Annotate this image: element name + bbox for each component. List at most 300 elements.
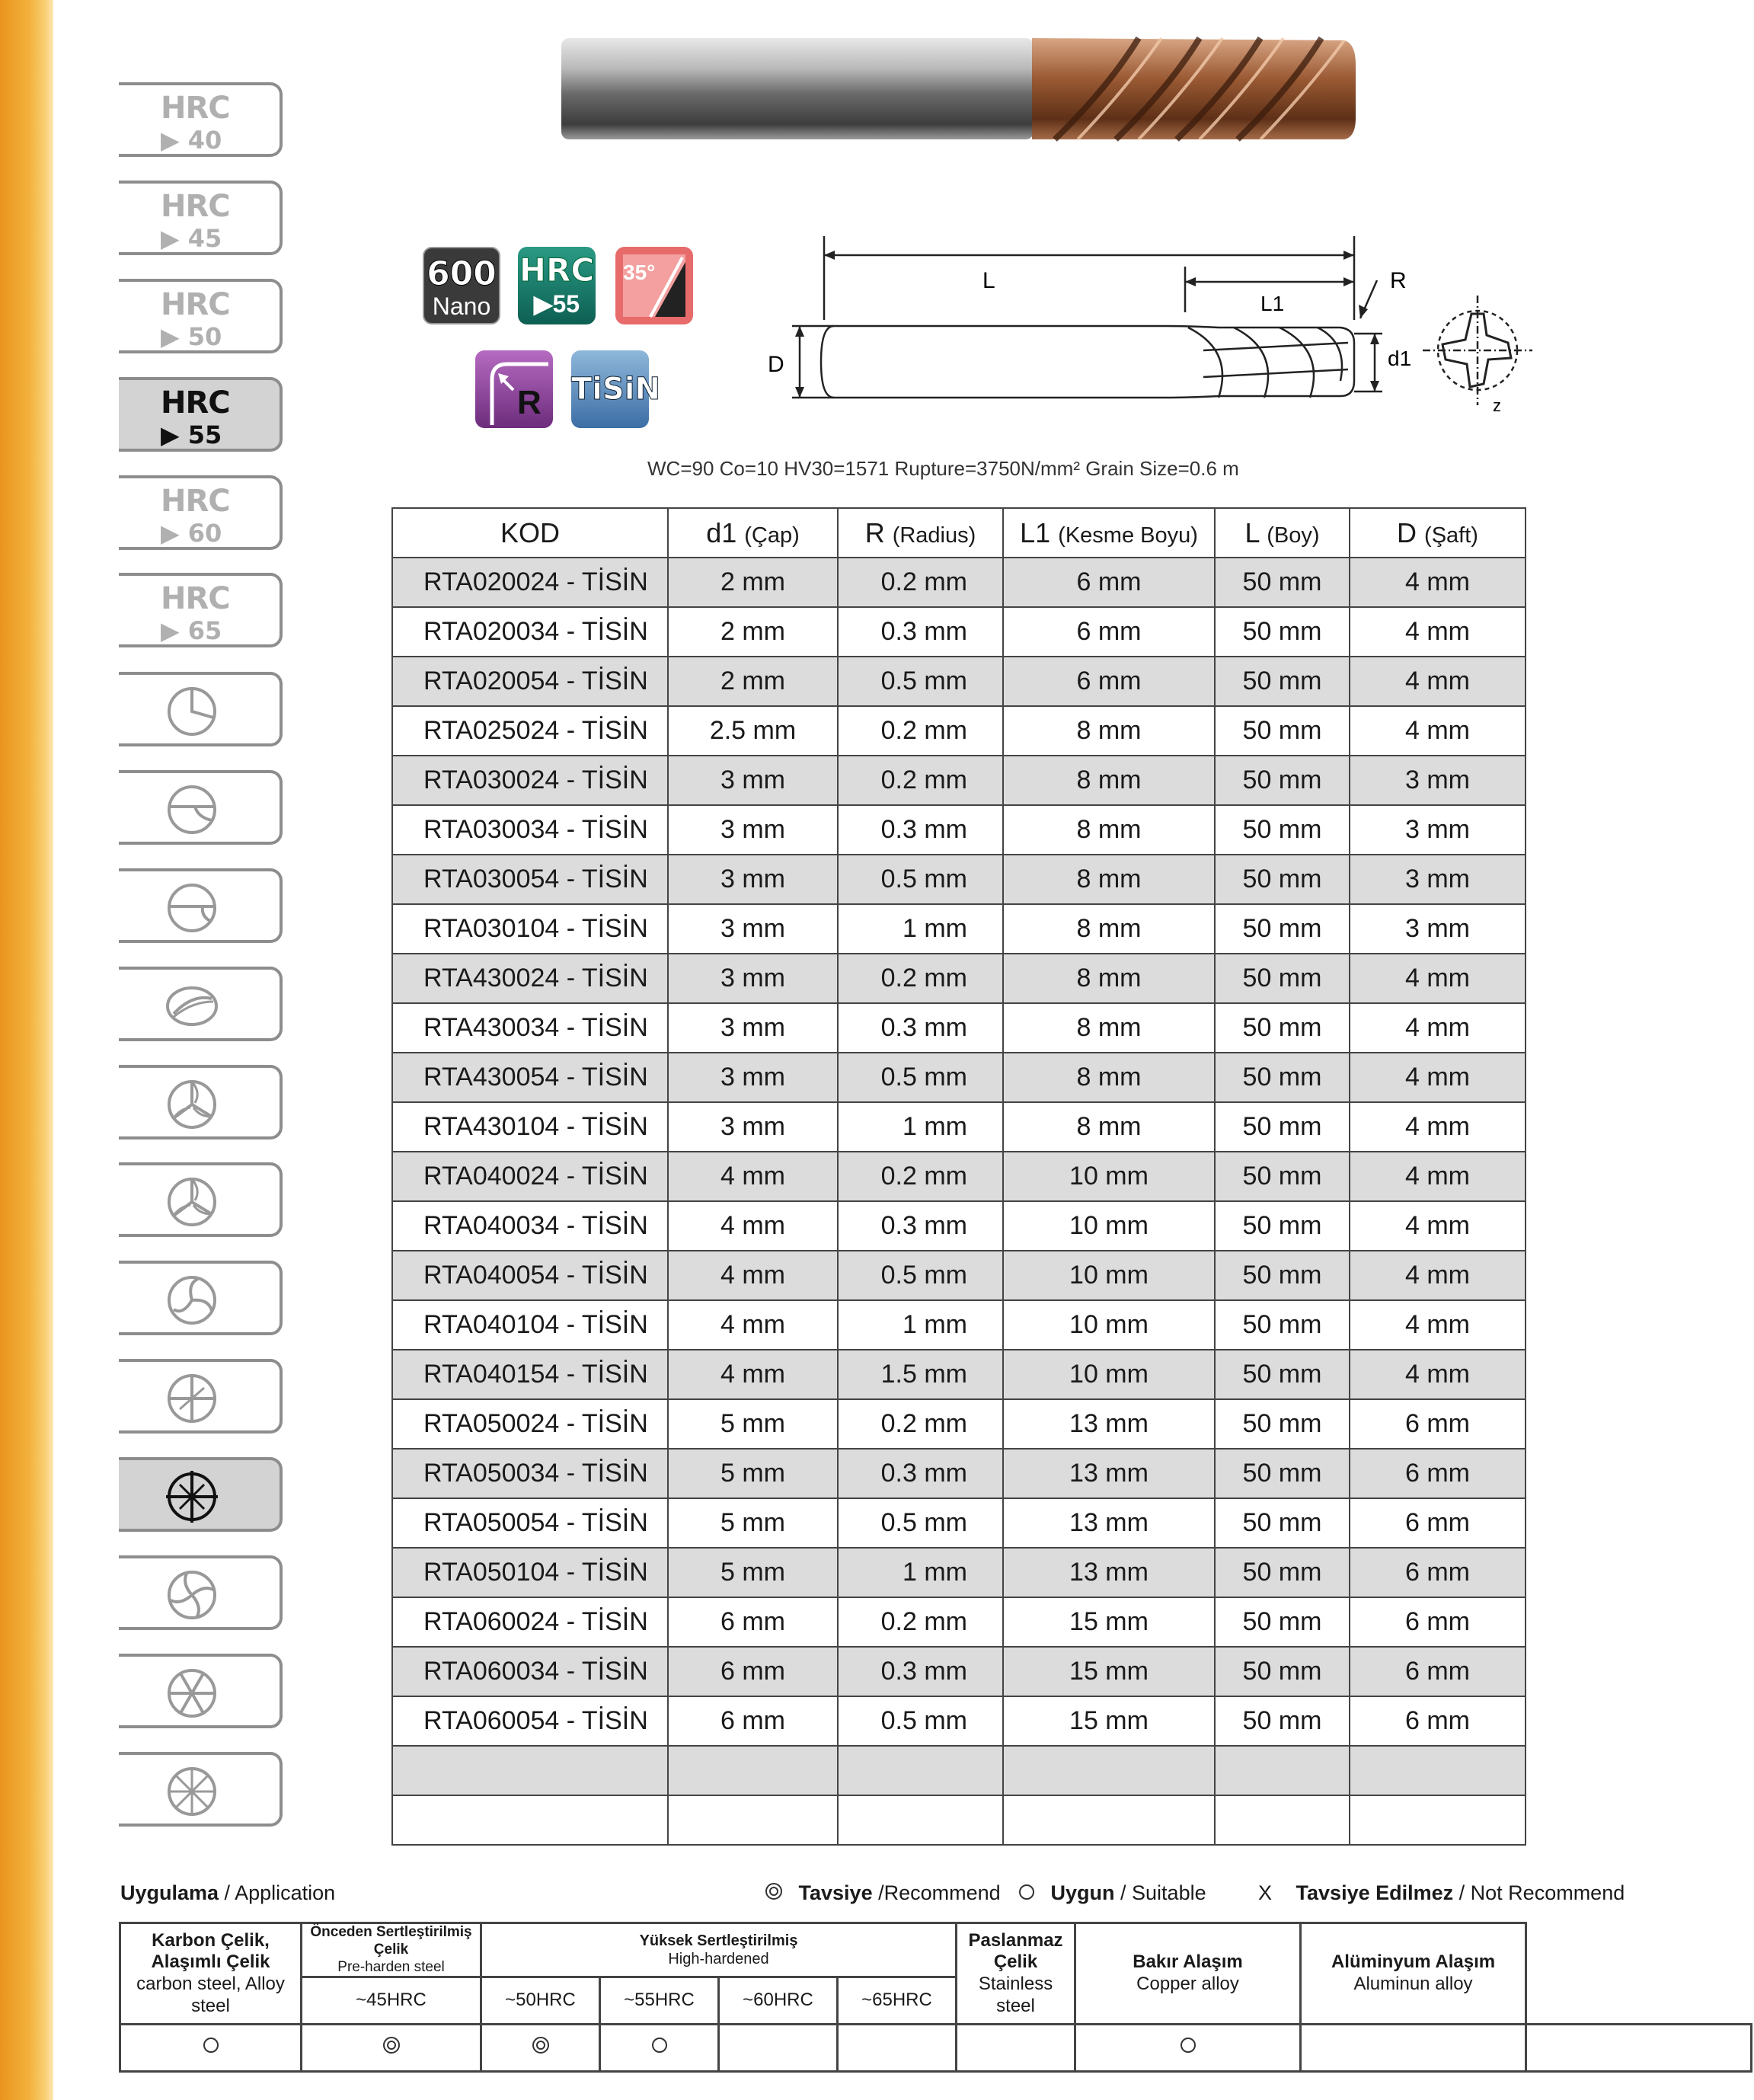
- hrc-badge-label: HRC: [519, 251, 595, 289]
- hrc-badge-value: ▶55: [533, 290, 580, 318]
- copper-en: Copper alloy: [1136, 1974, 1239, 1995]
- table-cell: 3 mm: [668, 756, 838, 805]
- table-cell: 0.5 mm: [838, 1251, 1003, 1300]
- table-row: [392, 607, 1526, 657]
- legend-suitable-tr: Uygun: [1050, 1881, 1115, 1904]
- table-cell: 50 mm: [1215, 1548, 1350, 1597]
- table-cell: 4 mm: [1350, 1152, 1526, 1201]
- table-row: [392, 1201, 1526, 1251]
- hrc-55-badge: [518, 247, 596, 324]
- app-rating-cell: [120, 2025, 302, 2072]
- hrc-tab-value: ▶ 50: [161, 322, 222, 351]
- app-preharden-header: [302, 1923, 481, 1977]
- column-header-sub: (Boy): [1267, 523, 1320, 548]
- table-cell: 3 mm: [1350, 805, 1526, 855]
- hrc-filter-tab-65[interactable]: [119, 573, 283, 647]
- table-cell: 6 mm: [1350, 1399, 1526, 1449]
- table-cell: 4 mm: [668, 1251, 838, 1300]
- flute-filter-tab[interactable]: [119, 1065, 283, 1139]
- table-cell: 10 mm: [1003, 1251, 1215, 1300]
- table-cell: RTA060054 - TİSİN: [392, 1696, 668, 1746]
- legend-suitable-en: Suitable: [1132, 1881, 1206, 1904]
- table-cell: [668, 1795, 838, 1845]
- table-row: [392, 1548, 1526, 1597]
- hrc-filter-tab-40[interactable]: [119, 82, 283, 157]
- table-cell: 8 mm: [1003, 756, 1215, 805]
- application-title: Uygulama / Application: [120, 1881, 336, 1904]
- table-cell: 50 mm: [1215, 558, 1350, 607]
- orange-side-stripe: [0, 0, 53, 2100]
- table-cell: 5 mm: [668, 1498, 838, 1548]
- table-cell: RTA040104 - TİSİN: [392, 1300, 668, 1350]
- table-cell: 50 mm: [1215, 1053, 1350, 1102]
- table-row: [392, 1746, 1526, 1795]
- column-header-sub: (Şaft): [1424, 523, 1478, 548]
- table-cell: 13 mm: [1003, 1548, 1215, 1597]
- table-cell: 10 mm: [1003, 1350, 1215, 1399]
- table-cell: RTA030054 - TİSİN: [392, 855, 668, 904]
- table-cell: 0.5 mm: [838, 1696, 1003, 1746]
- table-cell: 6 mm: [1003, 558, 1215, 607]
- table-row: [392, 1152, 1526, 1201]
- flute-filter-tab[interactable]: [119, 1261, 283, 1335]
- table-cell: 5 mm: [668, 1548, 838, 1597]
- app-sub-65hrc: ~65HRC: [838, 1977, 957, 2025]
- preharden-en: Pre-harden steel: [337, 1958, 445, 1975]
- table-cell: 0.5 mm: [838, 657, 1003, 706]
- table-cell: 4 mm: [1350, 558, 1526, 607]
- table-row: [392, 1350, 1526, 1399]
- table-cell: 0.2 mm: [838, 706, 1003, 756]
- table-cell: 50 mm: [1215, 1399, 1350, 1449]
- table-cell: 3 mm: [668, 805, 838, 855]
- table-row: [392, 1003, 1526, 1053]
- table-cell: RTA430024 - TİSİN: [392, 954, 668, 1003]
- app-sub-45hrc: ~45HRC: [302, 1977, 481, 2025]
- table-row: [392, 1449, 1526, 1498]
- table-cell: 4 mm: [668, 1201, 838, 1251]
- table-cell: 0.2 mm: [838, 1597, 1003, 1647]
- table-cell: 50 mm: [1215, 1449, 1350, 1498]
- table-cell: 50 mm: [1215, 1152, 1350, 1201]
- table-cell: 0.5 mm: [838, 1053, 1003, 1102]
- hrc-tab-label: HRC: [161, 91, 230, 126]
- table-row: [392, 855, 1526, 904]
- hrc-filter-tab-50[interactable]: [119, 279, 283, 353]
- legend-recommend-tr: Tavsiye: [798, 1881, 873, 1904]
- table-cell: 13 mm: [1003, 1399, 1215, 1449]
- drawing-label-d1: d1: [1388, 347, 1412, 370]
- hrc-filter-tab-55[interactable]: [119, 377, 283, 452]
- table-row: [392, 1399, 1526, 1449]
- table-cell: 6 mm: [1350, 1597, 1526, 1647]
- table-cell: RTA060024 - TİSİN: [392, 1597, 668, 1647]
- table-cell: 50 mm: [1215, 1300, 1350, 1350]
- table-cell: 4 mm: [1350, 1201, 1526, 1251]
- app-rating-cell: [1301, 2025, 1526, 2072]
- table-cell: [838, 1795, 1003, 1845]
- table-cell: 50 mm: [1215, 805, 1350, 855]
- helix-angle-icon: [615, 247, 693, 324]
- table-cell: 4 mm: [668, 1300, 838, 1350]
- table-cell: 4 mm: [668, 1350, 838, 1399]
- table-cell: 50 mm: [1215, 1350, 1350, 1399]
- table-row: [392, 805, 1526, 855]
- table-cell: 15 mm: [1003, 1696, 1215, 1746]
- table-cell: 4 mm: [1350, 607, 1526, 657]
- table-cell: 50 mm: [1215, 1597, 1350, 1647]
- drawing-label-L: L: [982, 268, 995, 293]
- table-row: [392, 1498, 1526, 1548]
- table-cell: 50 mm: [1215, 1201, 1350, 1251]
- corner-radius-badge: [475, 350, 553, 428]
- table-cell: 4 mm: [1350, 1251, 1526, 1300]
- table-cell: 2 mm: [668, 558, 838, 607]
- suitable-icon: [1181, 2038, 1196, 2053]
- column-header-sub: (Radius): [892, 523, 976, 548]
- flute-filter-tab[interactable]: [119, 1555, 283, 1630]
- column-header-sub: (Kesme Boyu): [1058, 523, 1198, 548]
- table-cell: 6 mm: [668, 1696, 838, 1746]
- table-row: [392, 1053, 1526, 1102]
- table-cell: 5 mm: [668, 1449, 838, 1498]
- app-rating-cell: [302, 2025, 481, 2072]
- table-cell: [392, 1746, 668, 1795]
- table-row: [392, 1597, 1526, 1647]
- table-cell: 8 mm: [1003, 1102, 1215, 1152]
- table-cell: 1 mm: [838, 1102, 1003, 1152]
- high-en: High-hardened: [668, 1951, 769, 1968]
- table-row: [392, 657, 1526, 706]
- table-cell: 1.5 mm: [838, 1350, 1003, 1399]
- table-cell: 6 mm: [1350, 1647, 1526, 1696]
- table-cell: RTA040024 - TİSİN: [392, 1152, 668, 1201]
- column-header-sub: (Çap): [744, 523, 800, 548]
- table-cell: 0.3 mm: [838, 1647, 1003, 1696]
- app-sub-60hrc: ~60HRC: [719, 1977, 838, 2025]
- stainless-en: Stainless steel: [978, 1974, 1053, 2016]
- table-cell: 2.5 mm: [668, 706, 838, 756]
- nano-label: Nano: [432, 292, 491, 320]
- drawing-label-L1: L1: [1260, 292, 1285, 315]
- table-cell: 3 mm: [1350, 904, 1526, 954]
- drawing-label-R: R: [1390, 268, 1407, 293]
- carbon-tr: Karbon Çelik, Alaşımlı Çelik: [151, 1929, 270, 1973]
- table-cell: 4 mm: [1350, 1053, 1526, 1102]
- table-cell: 4 mm: [1350, 1003, 1526, 1053]
- flute-filter-tab[interactable]: [119, 1162, 283, 1237]
- app-stainless-header: [957, 1923, 1075, 2025]
- table-cell: 50 mm: [1215, 657, 1350, 706]
- recommend-icon: [383, 2037, 400, 2054]
- helix-angle-label: 35°: [623, 261, 656, 284]
- flute-filter-tab[interactable]: [119, 1457, 283, 1532]
- table-cell: RTA040154 - TİSİN: [392, 1350, 668, 1399]
- legend-not-en: Not Recommend: [1470, 1881, 1625, 1904]
- suitable-icon: [652, 2038, 667, 2053]
- tisin-coating-badge: [571, 350, 660, 428]
- table-cell: RTA050034 - TİSİN: [392, 1449, 668, 1498]
- hrc-tab-value: ▶ 40: [161, 126, 222, 155]
- table-cell: 8 mm: [1003, 855, 1215, 904]
- table-cell: 0.2 mm: [838, 1399, 1003, 1449]
- hrc-tab-label: HRC: [161, 385, 230, 420]
- table-cell: [392, 1795, 668, 1845]
- table-cell: 3 mm: [668, 1102, 838, 1152]
- app-rating-cell: [838, 2025, 957, 2072]
- application-title-en: Application: [235, 1881, 336, 1904]
- table-cell: 3 mm: [668, 1053, 838, 1102]
- table-row: [392, 1696, 1526, 1746]
- recommend-icon: [532, 2037, 549, 2054]
- table-row: [392, 954, 1526, 1003]
- table-cell: 50 mm: [1215, 1647, 1350, 1696]
- table-cell: [1003, 1795, 1215, 1845]
- table-cell: 0.3 mm: [838, 805, 1003, 855]
- table-cell: 4 mm: [668, 1152, 838, 1201]
- table-row: [392, 756, 1526, 805]
- table-cell: 3 mm: [1350, 756, 1526, 805]
- end-mill-photo: [560, 34, 1359, 145]
- table-cell: [838, 1746, 1003, 1795]
- table-cell: 6 mm: [668, 1597, 838, 1647]
- table-cell: RTA430104 - TİSİN: [392, 1102, 668, 1152]
- table-cell: 6 mm: [1350, 1449, 1526, 1498]
- material-spec: WC=90 Co=10 HV30=1571 Rupture=3750N/mm² Grain Size=0.6 m: [647, 457, 1239, 480]
- hrc-badge-number: 55: [552, 290, 580, 318]
- flute-filter-tab[interactable]: [119, 1752, 283, 1827]
- table-cell: RTA060034 - TİSİN: [392, 1647, 668, 1696]
- table-cell: 50 mm: [1215, 706, 1350, 756]
- table-cell: RTA030104 - TİSİN: [392, 904, 668, 954]
- app-aluminium-header: [1301, 1923, 1526, 2025]
- stainless-tr: Paslanmaz Çelik: [968, 1929, 1063, 1973]
- table-cell: [1215, 1746, 1350, 1795]
- table-cell: RTA050104 - TİSİN: [392, 1548, 668, 1597]
- table-cell: [1350, 1746, 1526, 1795]
- nano-600-badge: [423, 247, 500, 324]
- table-cell: 4 mm: [1350, 706, 1526, 756]
- column-header: KOD: [392, 508, 668, 558]
- table-cell: 0.5 mm: [838, 855, 1003, 904]
- table-row: [392, 1647, 1526, 1696]
- table-cell: RTA020024 - TİSİN: [392, 558, 668, 607]
- carbon-en: carbon steel, Alloy steel: [136, 1974, 285, 2016]
- table-cell: 0.2 mm: [838, 558, 1003, 607]
- table-cell: 4 mm: [1350, 1350, 1526, 1399]
- app-rating-cell: [600, 2025, 719, 2072]
- table-cell: 0.5 mm: [838, 1498, 1003, 1548]
- table-cell: 0.3 mm: [838, 1003, 1003, 1053]
- table-cell: 50 mm: [1215, 1102, 1350, 1152]
- app-rating-cell: [1075, 2025, 1301, 2072]
- table-cell: 4 mm: [1350, 954, 1526, 1003]
- legend-not-recommend: X Tavsiye Edilmez / Not Recommend: [1258, 1881, 1625, 1904]
- table-cell: 3 mm: [668, 904, 838, 954]
- table-cell: RTA430054 - TİSİN: [392, 1053, 668, 1102]
- hrc-filter-tab-60[interactable]: [119, 475, 283, 550]
- table-cell: 6 mm: [1003, 657, 1215, 706]
- hrc-tab-label: HRC: [161, 287, 230, 322]
- table-cell: 10 mm: [1003, 1300, 1215, 1350]
- not-recommend-symbol: X: [1258, 1881, 1273, 1904]
- table-cell: 0.2 mm: [838, 954, 1003, 1003]
- column-header: d1 (Çap): [668, 508, 838, 558]
- table-cell: 8 mm: [1003, 1053, 1215, 1102]
- table-row: [392, 1102, 1526, 1152]
- table-cell: [668, 1746, 838, 1795]
- flute-filter-tab[interactable]: [119, 770, 283, 845]
- table-cell: RTA040034 - TİSİN: [392, 1201, 668, 1251]
- flute-filter-tab[interactable]: [119, 967, 283, 1041]
- nano-value: 600: [427, 254, 497, 293]
- table-cell: 50 mm: [1215, 954, 1350, 1003]
- flute-filter-tab[interactable]: [119, 868, 283, 943]
- table-cell: 2 mm: [668, 607, 838, 657]
- table-cell: 50 mm: [1215, 855, 1350, 904]
- table-cell: RTA040054 - TİSİN: [392, 1251, 668, 1300]
- table-cell: 50 mm: [1215, 1696, 1350, 1746]
- table-cell: 0.3 mm: [838, 1449, 1003, 1498]
- app-high-hardened-header: [481, 1923, 957, 1977]
- table-cell: 1 mm: [838, 1548, 1003, 1597]
- helix-angle-badge: [615, 247, 693, 324]
- hrc-tab-value: ▶ 65: [161, 616, 222, 645]
- hrc-tab-label: HRC: [161, 581, 230, 616]
- table-cell: 4 mm: [1350, 1300, 1526, 1350]
- application-table: [119, 1922, 1752, 2073]
- drawing-label-z: z: [1493, 396, 1501, 415]
- high-tr: Yüksek Sertleştirilmiş: [639, 1932, 798, 1950]
- table-cell: 8 mm: [1003, 706, 1215, 756]
- tisin-label: TiSiN: [571, 372, 660, 407]
- table-cell: 15 mm: [1003, 1647, 1215, 1696]
- app-rating-cell: [1526, 2025, 1752, 2072]
- table-cell: 8 mm: [1003, 904, 1215, 954]
- table-cell: 0.3 mm: [838, 1201, 1003, 1251]
- legend-suitable: Uygun / Suitable: [1019, 1881, 1206, 1905]
- table-header-row: [392, 508, 1526, 558]
- table-cell: 50 mm: [1215, 1251, 1350, 1300]
- table-cell: 0.3 mm: [838, 607, 1003, 657]
- hrc-tab-label: HRC: [161, 484, 230, 519]
- table-cell: 6 mm: [1350, 1548, 1526, 1597]
- column-header: D (Şaft): [1350, 508, 1526, 558]
- table-row: [392, 1251, 1526, 1300]
- table-row: [392, 558, 1526, 607]
- table-cell: 50 mm: [1215, 904, 1350, 954]
- corner-radius-label: R: [517, 384, 542, 421]
- hrc-tab-value: ▶ 60: [161, 519, 222, 548]
- table-cell: 10 mm: [1003, 1152, 1215, 1201]
- aluminium-en: Aluminun alloy: [1353, 1974, 1473, 1995]
- product-spec-table: [391, 507, 1526, 1846]
- app-carbon-steel-header: [120, 1923, 302, 2025]
- table-row: [392, 1795, 1526, 1845]
- recommend-symbol-icon: [765, 1883, 782, 1900]
- legend-not-tr: Tavsiye Edilmez: [1296, 1881, 1454, 1904]
- drawing-label-D: D: [768, 352, 784, 377]
- app-copper-header: [1075, 1923, 1301, 2025]
- table-cell: 5 mm: [668, 1399, 838, 1449]
- column-header: L1 (Kesme Boyu): [1003, 508, 1215, 558]
- copper-tr: Bakır Alaşım: [1133, 1951, 1243, 1973]
- flute-filter-tab[interactable]: [119, 1359, 283, 1434]
- table-cell: 1 mm: [838, 1300, 1003, 1350]
- table-cell: 50 mm: [1215, 1498, 1350, 1548]
- table-cell: 8 mm: [1003, 1003, 1215, 1053]
- table-cell: 50 mm: [1215, 1003, 1350, 1053]
- table-cell: 1 mm: [838, 904, 1003, 954]
- table-cell: 6 mm: [1350, 1696, 1526, 1746]
- table-cell: 50 mm: [1215, 756, 1350, 805]
- table-cell: RTA020034 - TİSİN: [392, 607, 668, 657]
- table-cell: 6 mm: [668, 1647, 838, 1696]
- table-cell: 13 mm: [1003, 1449, 1215, 1498]
- suitable-symbol-icon: [1019, 1884, 1034, 1900]
- table-cell: 2 mm: [668, 657, 838, 706]
- app-rating-cell: [957, 2025, 1075, 2072]
- table-cell: 15 mm: [1003, 1597, 1215, 1647]
- aluminium-tr: Alüminyum Alaşım: [1331, 1951, 1496, 1973]
- application-title-tr: Uygulama: [120, 1881, 219, 1904]
- suitable-icon: [203, 2038, 219, 2053]
- hrc-tab-value: ▶ 55: [161, 420, 222, 449]
- table-cell: 4 mm: [1350, 1102, 1526, 1152]
- table-cell: 0.2 mm: [838, 1152, 1003, 1201]
- table-cell: RTA025024 - TİSİN: [392, 706, 668, 756]
- app-ratings-row: [120, 2025, 1752, 2072]
- table-cell: 3 mm: [668, 954, 838, 1003]
- app-sub-50hrc: ~50HRC: [481, 1977, 600, 2025]
- table-cell: RTA030034 - TİSİN: [392, 805, 668, 855]
- hrc-tab-label: HRC: [161, 189, 230, 224]
- table-cell: [1215, 1795, 1350, 1845]
- app-rating-cell: [481, 2025, 600, 2072]
- table-cell: 50 mm: [1215, 607, 1350, 657]
- table-cell: RTA430034 - TİSİN: [392, 1003, 668, 1053]
- hrc-tab-value: ▶ 45: [161, 224, 222, 253]
- table-cell: 3 mm: [668, 1003, 838, 1053]
- table-cell: RTA030024 - TİSİN: [392, 756, 668, 805]
- table-row: [392, 1300, 1526, 1350]
- table-cell: 4 mm: [1350, 657, 1526, 706]
- legend-recommend: Tavsiye /Recommend: [765, 1881, 1001, 1905]
- table-cell: 6 mm: [1350, 1498, 1526, 1548]
- flute-filter-tab[interactable]: [119, 1654, 283, 1728]
- preharden-tr: Önceden Sertleştirilmiş Çelik: [310, 1924, 472, 1958]
- table-cell: 3 mm: [668, 855, 838, 904]
- table-cell: [1003, 1746, 1215, 1795]
- column-header: R (Radius): [838, 508, 1003, 558]
- table-cell: 13 mm: [1003, 1498, 1215, 1548]
- app-sub-55hrc: ~55HRC: [600, 1977, 719, 2025]
- tool-dimension-drawing: [762, 229, 1538, 419]
- table-row: [392, 706, 1526, 756]
- hrc-filter-tab-45[interactable]: [119, 181, 283, 255]
- legend-recommend-en: Recommend: [883, 1881, 1001, 1904]
- table-cell: 8 mm: [1003, 954, 1215, 1003]
- table-cell: [1350, 1795, 1526, 1845]
- table-cell: RTA050024 - TİSİN: [392, 1399, 668, 1449]
- table-cell: 8 mm: [1003, 805, 1215, 855]
- table-cell: 6 mm: [1003, 607, 1215, 657]
- flute-filter-tab[interactable]: [119, 672, 283, 746]
- table-cell: RTA020054 - TİSİN: [392, 657, 668, 706]
- table-cell: 10 mm: [1003, 1201, 1215, 1251]
- table-row: [392, 904, 1526, 954]
- table-cell: 3 mm: [1350, 855, 1526, 904]
